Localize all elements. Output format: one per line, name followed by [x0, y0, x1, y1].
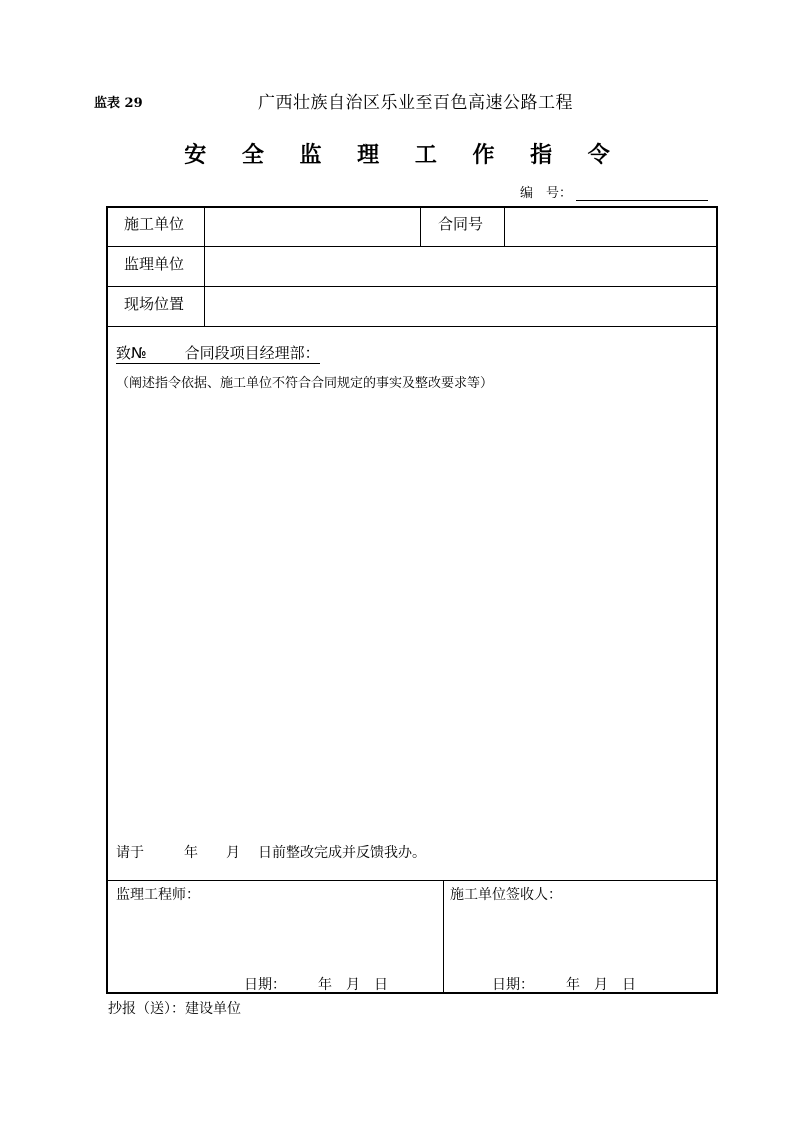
- row-divider: [108, 246, 716, 247]
- date-right-month: 月: [594, 977, 608, 993]
- instruction-hint: （阐述指令依据、施工单位不符合合同规定的事实及整改要求等）: [116, 376, 494, 391]
- contractor-field[interactable]: [206, 209, 418, 245]
- site-location-label: 现场位置: [124, 295, 185, 313]
- contract-no-label: 合同号: [438, 215, 484, 233]
- column-divider: [504, 208, 505, 246]
- contract-no-field[interactable]: [506, 209, 716, 245]
- supervisor-unit-field[interactable]: [206, 248, 716, 285]
- date-right: [492, 974, 636, 994]
- page-title: 安 全 监 理 工 作 指 令: [184, 143, 624, 168]
- deadline-please: 请于: [116, 845, 144, 861]
- project-name: 广西壮族自治区乐业至百色高速公路工程: [258, 93, 573, 113]
- deadline-rest: 日前整改完成并反馈我办。: [258, 845, 426, 861]
- addressee-suffix: 合同段项目经理部：: [184, 344, 320, 362]
- carbon-copy-note: 抄报（送）：建设单位: [108, 1001, 241, 1017]
- addressee-line: [116, 342, 320, 364]
- column-divider: [204, 208, 205, 326]
- date-left-day: 日: [374, 977, 388, 993]
- instruction-content-area[interactable]: [116, 398, 712, 838]
- column-divider: [420, 208, 421, 246]
- section-number-blank[interactable]: [147, 344, 185, 364]
- engineer-label: 监理工程师：: [116, 887, 200, 903]
- row-divider: [108, 286, 716, 287]
- row-divider: [108, 880, 716, 881]
- addressee-prefix: 致№: [116, 344, 147, 362]
- contractor-label: 施工单位: [124, 215, 185, 233]
- deadline-line: [116, 842, 426, 862]
- site-location-field[interactable]: [206, 288, 716, 325]
- date-left: [244, 974, 388, 994]
- date-left-year: 年: [318, 977, 332, 993]
- recipient-label: 施工单位签收人：: [450, 887, 562, 903]
- date-right-year: 年: [566, 977, 580, 993]
- row-divider: [108, 326, 716, 327]
- serial-number-line: [576, 186, 708, 201]
- date-left-month: 月: [346, 977, 360, 993]
- deadline-month: 月: [226, 845, 240, 861]
- serial-number-field[interactable]: [520, 182, 708, 201]
- column-divider: [443, 880, 444, 994]
- supervisor-unit-label: 监理单位: [124, 255, 185, 273]
- date-right-label: 日期：: [492, 977, 534, 993]
- date-left-label: 日期：: [244, 977, 286, 993]
- serial-number-label: 编 号：: [520, 186, 573, 201]
- date-right-day: 日: [622, 977, 636, 993]
- form-code: 监表 29: [94, 96, 143, 111]
- deadline-year: 年: [184, 845, 198, 861]
- instruction-form: [106, 206, 718, 994]
